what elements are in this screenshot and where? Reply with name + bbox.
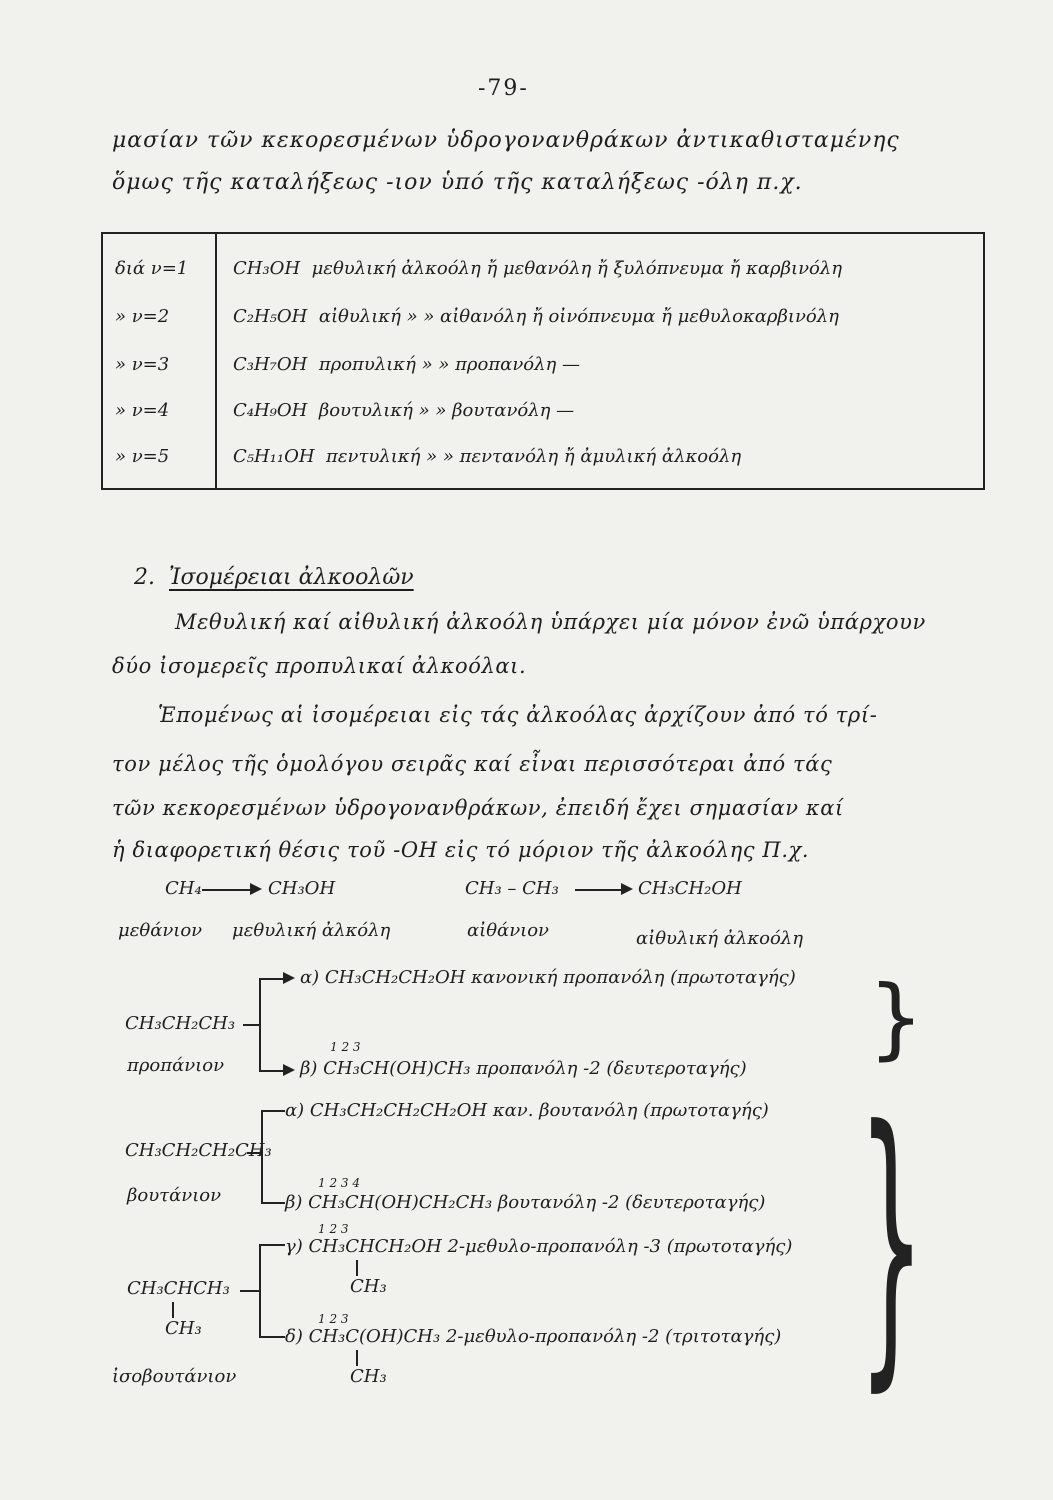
table-cell-n: διά ν=1	[115, 258, 189, 279]
table-row	[103, 248, 983, 292]
carbon-numbers: 1 2 3 4	[318, 1176, 360, 1190]
reaction2-product: CH₃CH₂OH	[638, 878, 742, 899]
isobutanol-primary: γ) CH₃CHCH₂OH 2-μεθυλο-προπανόλη -3 (πρωτοταγής)	[285, 1236, 793, 1257]
bracket-arm	[261, 1110, 285, 1112]
reaction1-product: CH₃OH	[268, 878, 336, 899]
methane-name: μεθάνιον	[118, 920, 203, 941]
propane-name: προπάνιον	[127, 1055, 225, 1076]
table-row	[103, 436, 983, 480]
isobutane-branch: CH₃	[165, 1318, 202, 1339]
names: βουτυλική » » βουτανόλη —	[318, 400, 575, 421]
ethane-name: αἰθάνιον	[467, 920, 549, 941]
propane-formula: CH₃CH₂CH₃	[125, 1013, 236, 1034]
arrow-line	[202, 889, 252, 891]
butanol-2: β) CH₃CH(OH)CH₂CH₃ βουτανόλη -2 (δευτεροταγής)	[285, 1192, 766, 1213]
formula: C₅H₁₁OH	[233, 446, 315, 467]
table-cell-desc	[233, 258, 842, 279]
butane-formula: CH₃CH₂CH₂CH₃	[125, 1140, 272, 1161]
names: προπυλική » » προπανόλη —	[318, 354, 581, 375]
arrow-line	[575, 889, 623, 891]
butane-name: βουτάνιον	[127, 1185, 222, 1206]
table-cell-n: » ν=2	[115, 306, 170, 327]
table-row	[103, 296, 983, 340]
isobutanol-tertiary: δ) CH₃C(OH)CH₃ 2-μεθυλο-προπανόλη -2 (τριτοταγής)	[285, 1326, 782, 1347]
right-brace-icon: }	[868, 966, 924, 1069]
bracket-stub	[243, 1024, 259, 1026]
arrow-right-icon	[250, 883, 262, 895]
bracket-vertical	[259, 978, 261, 1070]
table-cell-n: » ν=5	[115, 446, 170, 467]
bond-line	[356, 1350, 358, 1366]
carbon-numbers: 1 2 3	[318, 1222, 349, 1236]
paragraph-line: Μεθυλική καί αἰθυλική ἀλκοόλη ὑπάρχει μία μόνον ἐνῶ ὑπάρχουν	[175, 610, 926, 634]
isobutane-name: ἰσοβουτάνιον	[112, 1366, 237, 1387]
propanol-2: β) CH₃CH(OH)CH₃ προπανόλη -2 (δευτεροταγής)	[300, 1058, 747, 1079]
isobutanol-tertiary-branch: CH₃	[350, 1366, 387, 1387]
table-cell-desc	[233, 306, 839, 327]
methanol-name: μεθυλική ἀλκόλη	[232, 920, 391, 941]
bracket-arm	[259, 1244, 285, 1246]
arrow-right-icon	[283, 1064, 295, 1076]
carbon-numbers: 1 2 3	[318, 1312, 349, 1326]
isobutanol-primary-branch: CH₃	[350, 1276, 387, 1297]
formula: C₄H₉OH	[233, 400, 308, 421]
paragraph-line: δύο ἰσομερεῖς προπυλικαί ἀλκοόλαι.	[112, 654, 527, 678]
bracket-arm	[261, 1202, 285, 1204]
carbon-numbers: 1 2 3	[330, 1040, 361, 1054]
bracket-stub	[247, 1152, 261, 1154]
bracket-arm	[259, 1336, 285, 1338]
ethanol-name: αἰθυλική ἀλκοόλη	[636, 928, 804, 949]
table-cell-n: » ν=4	[115, 400, 170, 421]
section-heading	[134, 565, 414, 590]
butanol-1: α) CH₃CH₂CH₂CH₂OH καν. βουτανόλη (πρωτοταγής)	[285, 1100, 769, 1121]
section-title: Ἰσομέρειαι ἀλκοολῶν	[169, 565, 414, 590]
bracket-arm	[259, 978, 285, 980]
page-number: -79-	[478, 76, 529, 101]
names: πεντυλική » » πεντανόλη ἤ ἀμυλική ἀλκοόλη	[326, 446, 742, 467]
intro-line-1: μασίαν τῶν κεκορεσμένων ὑδρογονανθράκων ἀντικαθισταμένης	[112, 128, 900, 153]
isobutane-formula: CH₃CHCH₃	[127, 1278, 230, 1299]
right-brace-icon: }	[858, 1067, 925, 1416]
paragraph-line: τον μέλος τῆς ὁμολόγου σειρᾶς καί εἶναι περισσότεραι ἀπό τάς	[112, 752, 833, 776]
paragraph-line: ἡ διαφορετική θέσις τοῦ -OH εἰς τό μόριον τῆς ἀλκοόλης Π.χ.	[112, 838, 810, 862]
paragraph-line: τῶν κεκορεσμένων ὑδρογονανθράκων, ἐπειδή ἔχει σημασίαν καί	[112, 796, 844, 820]
names: μεθυλική ἀλκοόλη ἤ μεθανόλη ἤ ξυλόπνευμα ἤ καρβινόλη	[311, 258, 843, 279]
formula: CH₃OH	[233, 258, 301, 279]
alcohols-table	[101, 232, 985, 490]
names: αἰθυλική » » αἰθανόλη ἤ οἰνόπνευμα ἤ μεθυλοκαρβινόλη	[318, 306, 839, 327]
table-cell-desc	[233, 446, 741, 467]
bond-line	[172, 1302, 174, 1318]
arrow-right-icon	[283, 972, 295, 984]
reaction1-reactant: CH₄	[165, 878, 202, 899]
formula: C₃H₇OH	[233, 354, 308, 375]
table-cell-desc	[233, 354, 580, 375]
table-row	[103, 390, 983, 434]
bond-line	[356, 1260, 358, 1276]
paragraph-line: Ἑπομένως αἱ ἰσομέρειαι εἰς τάς ἀλκοόλας ἀρχίζουν ἀπό τό τρί-	[158, 703, 878, 727]
bracket-vertical	[261, 1110, 263, 1202]
bracket-vertical	[259, 1244, 261, 1336]
formula: C₂H₅OH	[233, 306, 308, 327]
table-cell-n: » ν=3	[115, 354, 170, 375]
propanol-1: α) CH₃CH₂CH₂OH κανονική προπανόλη (πρωτοταγής)	[300, 967, 796, 988]
table-cell-desc	[233, 400, 574, 421]
arrow-right-icon	[621, 883, 633, 895]
bracket-arm	[259, 1070, 285, 1072]
intro-line-2: ὅμως τῆς καταλήξεως -ιον ὑπό τῆς καταλήξεως -όλη π.χ.	[112, 170, 803, 195]
table-row	[103, 344, 983, 388]
bracket-stub	[240, 1290, 259, 1292]
reaction2-reactant: CH₃ – CH₃	[465, 878, 559, 899]
section-number: 2.	[134, 565, 155, 590]
